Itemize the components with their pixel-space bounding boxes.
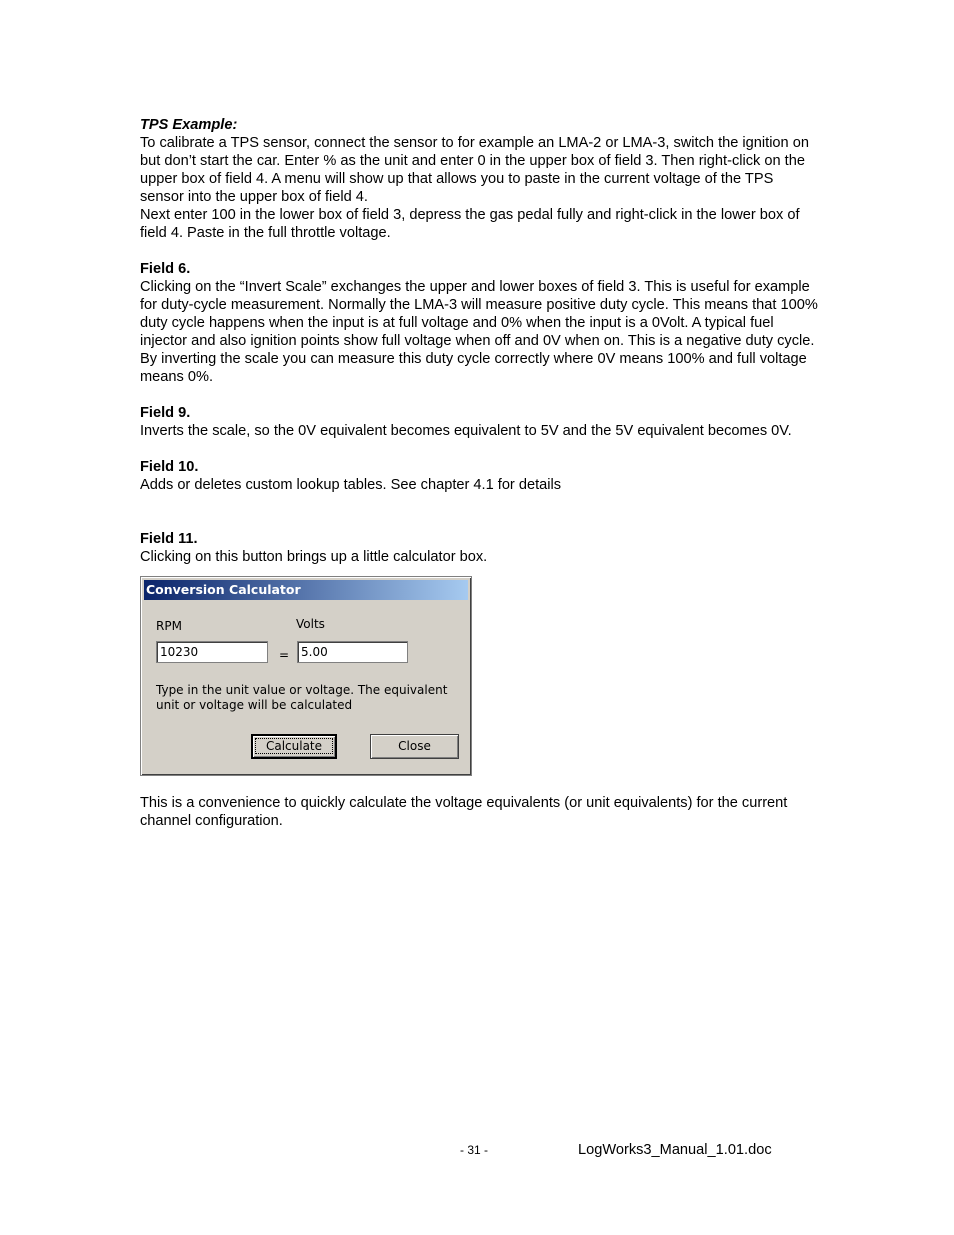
dialog-titlebar[interactable]: Conversion Calculator — [144, 580, 468, 600]
tps-heading: TPS Example: — [140, 117, 238, 133]
unit-label: RPM — [156, 619, 182, 633]
field10-heading: Field 10. — [140, 459, 199, 475]
tps-paragraph-1: To calibrate a TPS sensor, connect the sensor to for example an LMA-2 or LMA-3, switch the ignition on but don’t start the car. Enter % as the unit and enter 0 in the upper box of field 3. Then right-click on the upper box of field 4. A menu will show up that allows you to paste in the current voltage of the TPS sensor into the upper box of field 4. — [140, 135, 809, 205]
field10-text: Adds or deletes custom lookup tables. See chapter 4.1 for details — [140, 477, 562, 493]
after-dialog-text: This is a convenience to quickly calculate the voltage equivalents (or unit equivalents) for the current channel configuration. — [140, 795, 788, 829]
dialog-description: Type in the unit value or voltage. The equivalent unit or voltage will be calculated — [156, 683, 448, 712]
volts-value-input[interactable]: 5.00 — [297, 641, 408, 663]
document-body — [140, 116, 820, 830]
field9-text: Inverts the scale, so the 0V equivalent becomes equivalent to 5V and the 5V equivalent becomes 0V. — [140, 423, 792, 439]
field11-text: Clicking on this button brings up a little calculator box. — [140, 549, 488, 565]
field6-text: Clicking on the “Invert Scale” exchanges the upper and lower boxes of field 3. This is useful for example for duty-cycle measurement. Normally the LMA-3 will measure positive duty cycle. This means that 100% duty cycle happens when the input is at full voltage and 0% when the input is a 0Volt. A typical fuel injector and also ignition points show full voltage when off and 0V when on. This is a negative duty cycle. By inverting the scale you can measure this duty cycle correctly where 0V means 100% and full voltage means 0%. — [140, 279, 818, 385]
volts-label: Volts — [296, 617, 325, 631]
unit-value-input[interactable]: 10230 — [156, 641, 268, 663]
tps-paragraph-2: Next enter 100 in the lower box of field 3, depress the gas pedal fully and right-click in the lower box of field 4. Paste in the full throttle voltage. — [140, 207, 800, 241]
field11-heading: Field 11. — [140, 531, 198, 547]
close-button[interactable]: Close — [370, 734, 459, 759]
footer-filename: LogWorks3_Manual_1.01.doc — [578, 1142, 772, 1158]
equals-sign: = — [279, 648, 290, 662]
field9-heading: Field 9. — [140, 405, 191, 421]
conversion-calculator-dialog — [140, 576, 472, 776]
page-number: - 31 - — [460, 1143, 489, 1157]
calculate-button[interactable] — [251, 734, 337, 759]
calculate-button-label: Calculate — [256, 739, 332, 753]
field6-heading: Field 6. — [140, 261, 191, 277]
